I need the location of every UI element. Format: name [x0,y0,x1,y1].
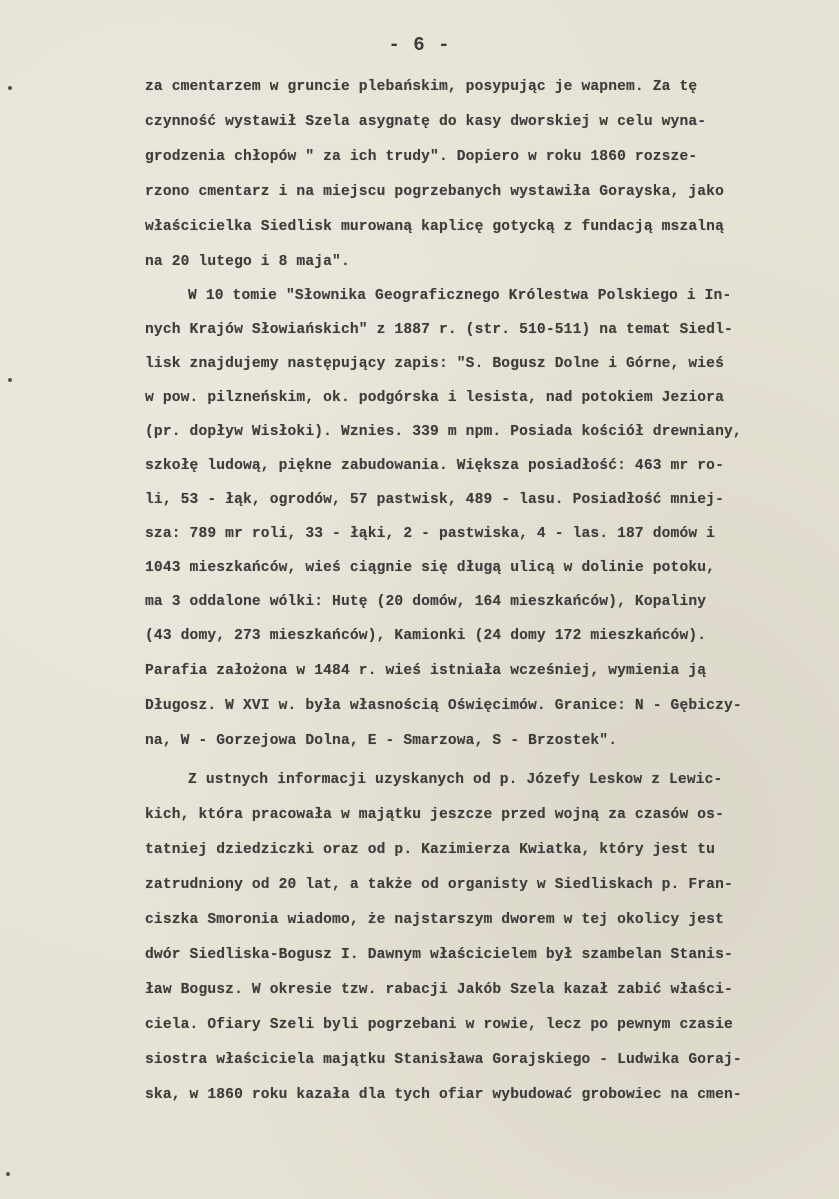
text-line: li, 53 - łąk, ogrodów, 57 pastwisk, 489 - lasu. Posiadłość mniej- [145,492,724,508]
text-line: właścicielka Siedlisk murowaną kaplicę gotycką z fundacją mszalną [145,219,724,235]
text-line: czynność wystawił Szela asygnatę do kasy dworskiej w celu wyna- [145,114,707,130]
text-line: tatniej dziedziczki oraz od p. Kazimierza Kwiatka, który jest tu [145,842,716,858]
text-line: rzono cmentarz i na miejscu pogrzebanych wystawiła Gorayska, jako [145,184,724,200]
text-line: Długosz. W XVI w. była własnością Oświęcimów. Granice: N - Gębiczy- [145,698,742,714]
text-line: na, W - Gorzejowa Dolna, E - Smarzowa, S - Brzostek". [145,733,618,749]
text-line: Parafia założona w 1484 r. wieś istniała wcześniej, wymienia ją [145,663,707,679]
text-line: (43 domy, 273 mieszkańców), Kamionki (24 domy 172 mieszkańców). [145,628,707,644]
text-line: dwór Siedliska-Bogusz I. Dawnym właścicielem był szambelan Stanis- [145,947,733,963]
page-number: - 6 - [388,34,451,56]
text-line: szkołę ludową, piękne zabudowania. Większa posiadłość: 463 mr ro- [145,458,724,474]
text-line: nych Krajów Słowiańskich" z 1887 r. (str. 510-511) na temat Siedl- [145,322,733,338]
text-line: W 10 tomie "Słownika Geograficznego Królestwa Polskiego i In- [188,288,732,304]
text-line: zatrudniony od 20 lat, a także od organisty w Siedliskach p. Fran- [145,877,733,893]
text-line: grodzenia chłopów " za ich trudy". Dopiero w roku 1860 rozsze- [145,149,698,165]
scan-speck [8,378,12,382]
text-line: kich, która pracowała w majątku jeszcze przed wojną za czasów os- [145,807,724,823]
scan-speck [8,86,12,90]
text-line: sza: 789 mr roli, 33 - łąki, 2 - pastwiska, 4 - las. 187 domów i [145,526,716,542]
scan-speck [6,1172,10,1176]
text-line: siostra właściciela majątku Stanisława Gorajskiego - Ludwika Goraj- [145,1052,742,1068]
text-line: ska, w 1860 roku kazała dla tych ofiar wybudować grobowiec na cmen- [145,1087,742,1103]
text-line: ciela. Ofiary Szeli byli pogrzebani w rowie, lecz po pewnym czasie [145,1017,733,1033]
text-line: na 20 lutego i 8 maja". [145,254,350,270]
text-line: 1043 mieszkańców, wieś ciągnie się długą ulicą w dolinie potoku, [145,560,716,576]
text-line: za cmentarzem w gruncie plebańskim, posypując je wapnem. Za tę [145,79,698,95]
text-line: ciszka Smoronia wiadomo, że najstarszym dworem w tej okolicy jest [145,912,724,928]
text-line: ław Bogusz. W okresie tzw. rabacji Jakób Szela kazał zabić właści- [145,982,733,998]
text-line: (pr. dopływ Wisłoki). Wznies. 339 m npm. Posiada kościół drewniany, [145,424,742,440]
text-line: Z ustnych informacji uzyskanych od p. Józefy Leskow z Lewic- [188,772,723,788]
text-line: ma 3 oddalone wólki: Hutę (20 domów, 164 mieszkańców), Kopaliny [145,594,707,610]
text-line: lisk znajdujemy następujący zapis: "S. Bogusz Dolne i Górne, wieś [145,356,724,372]
text-line: w pow. pilzneńskim, ok. podgórska i lesista, nad potokiem Jeziora [145,390,724,406]
